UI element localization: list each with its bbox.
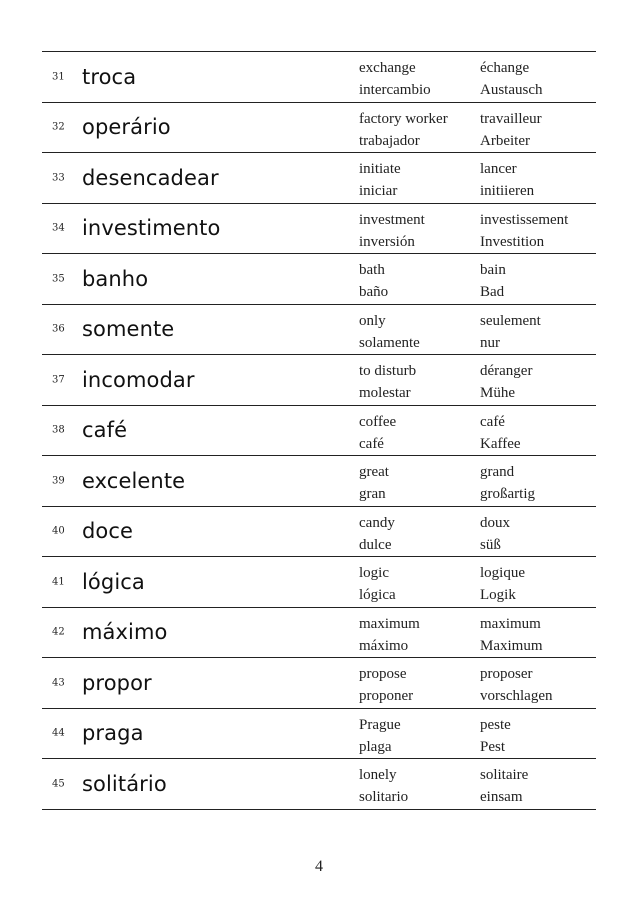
german-translation: süß bbox=[480, 536, 501, 553]
portuguese-word: lógica bbox=[82, 569, 145, 594]
german-translation: einsam bbox=[480, 789, 523, 805]
vocab-row bbox=[42, 759, 596, 810]
french-translation: peste bbox=[480, 716, 511, 733]
portuguese-word: máximo bbox=[82, 620, 168, 645]
vocabulary-table bbox=[42, 51, 596, 810]
entry-number: 44 bbox=[52, 727, 65, 739]
french-translation: proposer bbox=[480, 666, 533, 682]
entry-number: 35 bbox=[52, 273, 65, 285]
german-translation: Mühe bbox=[480, 385, 515, 401]
vocab-row bbox=[42, 406, 596, 457]
portuguese-word: banho bbox=[82, 266, 149, 291]
portuguese-word: doce bbox=[82, 519, 134, 544]
entry-number: 31 bbox=[52, 71, 65, 83]
portuguese-word: investimento bbox=[82, 216, 221, 241]
page-number: 4 bbox=[315, 858, 323, 875]
french-translation: bain bbox=[480, 262, 506, 278]
vocab-row bbox=[42, 254, 596, 305]
french-translation: investissement bbox=[480, 211, 569, 228]
german-translation: Pest bbox=[480, 738, 506, 755]
entry-number: 41 bbox=[52, 576, 65, 588]
vocab-row bbox=[42, 709, 596, 760]
spanish-translation: café bbox=[359, 435, 384, 452]
english-translation: investment bbox=[359, 211, 425, 228]
spanish-translation: molestar bbox=[359, 385, 411, 401]
german-translation: Arbeiter bbox=[480, 132, 530, 149]
vocab-row bbox=[42, 355, 596, 406]
portuguese-word: excelente bbox=[82, 468, 186, 493]
english-translation: Prague bbox=[359, 716, 401, 733]
spanish-translation: lógica bbox=[359, 587, 396, 603]
spanish-translation: plaga bbox=[359, 738, 392, 755]
german-translation: Bad bbox=[480, 284, 505, 300]
entry-number: 33 bbox=[52, 172, 65, 184]
french-translation: seulement bbox=[480, 312, 541, 329]
english-translation: initiate bbox=[359, 161, 401, 177]
spanish-translation: intercambio bbox=[359, 82, 431, 98]
german-translation: initiieren bbox=[480, 183, 535, 199]
vocab-row bbox=[42, 305, 596, 356]
portuguese-word: propor bbox=[82, 670, 152, 695]
entry-number: 32 bbox=[52, 121, 65, 133]
french-translation: logique bbox=[480, 565, 525, 581]
english-translation: to disturb bbox=[359, 363, 417, 379]
german-translation: großartig bbox=[480, 486, 535, 502]
entry-number: 38 bbox=[52, 424, 65, 436]
german-translation: Austausch bbox=[480, 82, 543, 98]
german-translation: Logik bbox=[480, 587, 516, 603]
german-translation: nur bbox=[480, 334, 500, 351]
vocab-row bbox=[42, 52, 596, 103]
portuguese-word: café bbox=[82, 418, 128, 443]
vocab-row bbox=[42, 153, 596, 204]
english-translation: logic bbox=[359, 565, 389, 581]
entry-number: 34 bbox=[52, 222, 65, 234]
portuguese-word: solitário bbox=[82, 771, 167, 796]
french-translation: solitaire bbox=[480, 767, 529, 783]
spanish-translation: máximo bbox=[359, 637, 409, 654]
french-translation: échange bbox=[480, 60, 530, 76]
german-translation: vorschlagen bbox=[480, 688, 553, 704]
spanish-translation: proponer bbox=[359, 688, 414, 704]
portuguese-word: troca bbox=[82, 64, 137, 89]
german-translation: Investition bbox=[480, 233, 545, 250]
english-translation: candy bbox=[359, 514, 395, 531]
entry-number: 36 bbox=[52, 323, 65, 335]
spanish-translation: solamente bbox=[359, 334, 420, 351]
spanish-translation: inversión bbox=[359, 233, 415, 250]
portuguese-word: praga bbox=[82, 721, 144, 746]
portuguese-word: somente bbox=[82, 317, 175, 342]
vocab-row bbox=[42, 658, 596, 709]
french-translation: maximum bbox=[480, 615, 541, 632]
german-translation: Kaffee bbox=[480, 435, 521, 452]
portuguese-word: incomodar bbox=[82, 367, 195, 392]
english-translation: coffee bbox=[359, 413, 397, 430]
french-translation: déranger bbox=[480, 363, 533, 379]
french-translation: doux bbox=[480, 514, 510, 531]
german-translation: Maximum bbox=[480, 637, 543, 654]
english-translation: great bbox=[359, 464, 389, 480]
entry-number: 45 bbox=[52, 778, 65, 790]
vocab-row bbox=[42, 456, 596, 507]
english-translation: only bbox=[359, 312, 386, 329]
english-translation: exchange bbox=[359, 60, 416, 76]
portuguese-word: operário bbox=[82, 115, 171, 140]
english-translation: propose bbox=[359, 666, 407, 682]
vocab-row bbox=[42, 557, 596, 608]
entry-number: 43 bbox=[52, 677, 65, 689]
english-translation: maximum bbox=[359, 615, 420, 632]
vocab-row bbox=[42, 507, 596, 558]
english-translation: factory worker bbox=[359, 110, 448, 127]
vocab-row bbox=[42, 103, 596, 154]
spanish-translation: gran bbox=[359, 486, 386, 502]
entry-number: 37 bbox=[52, 374, 65, 386]
vocab-row bbox=[42, 608, 596, 659]
entry-number: 39 bbox=[52, 475, 65, 487]
spanish-translation: solitario bbox=[359, 789, 409, 805]
spanish-translation: dulce bbox=[359, 536, 392, 553]
french-translation: café bbox=[480, 413, 505, 430]
entry-number: 40 bbox=[52, 525, 65, 537]
spanish-translation: iniciar bbox=[359, 183, 398, 199]
french-translation: grand bbox=[480, 464, 515, 480]
spanish-translation: trabajador bbox=[359, 132, 420, 149]
english-translation: lonely bbox=[359, 767, 397, 783]
vocab-row bbox=[42, 204, 596, 255]
spanish-translation: baño bbox=[359, 284, 389, 300]
french-translation: travailleur bbox=[480, 110, 542, 127]
french-translation: lancer bbox=[480, 161, 517, 177]
portuguese-word: desencadear bbox=[82, 165, 219, 190]
english-translation: bath bbox=[359, 262, 385, 278]
entry-number: 42 bbox=[52, 626, 65, 638]
